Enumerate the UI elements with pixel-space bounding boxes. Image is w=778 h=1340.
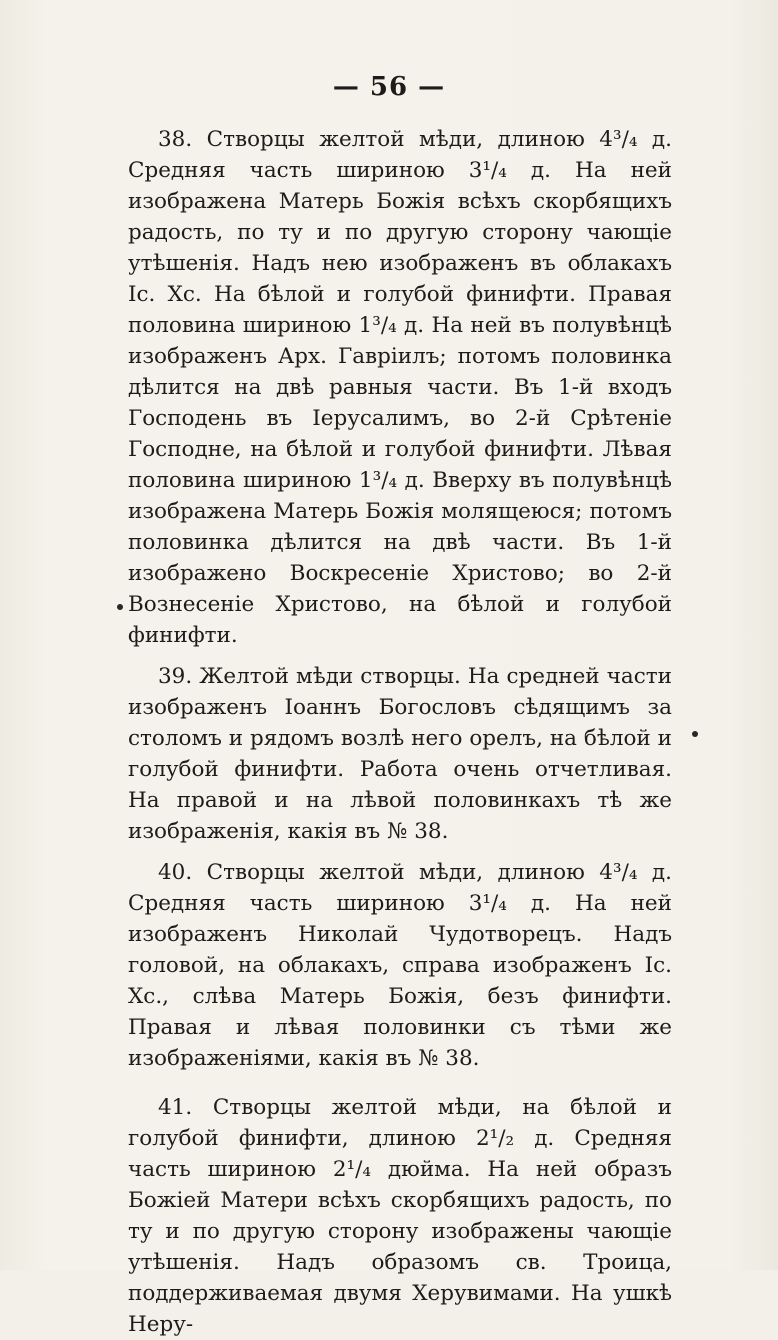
- margin-dot-left: [117, 604, 123, 610]
- catalog-entry-41: 41. Створцы желтой мѣди, на бѣлой и голубой финифти, длиною 2¹/₂ д. Средняя часть шириною 2¹/₄ дюйма. На ней образъ Божіей Матери всѣхъ скорбящихъ радость, по ту и по другую сторону изображены чающіе утѣшенія. Надъ образомъ св. Троица, поддерживаемая двумя Херувимами. На ушкѣ Неру-: [128, 1095, 672, 1337]
- catalog-entry-39: 39. Желтой мѣди створцы. На средней части изображенъ Іоаннъ Богословъ сѣдящимъ за столомъ и рядомъ возлѣ него орелъ, на бѣлой и голубой финифти. Работа очень отчетливая. На правой и на лѣвой половинкахъ тѣ же изображенія, какія въ № 38.: [128, 664, 672, 844]
- page-number: — 56 —: [332, 72, 446, 102]
- margin-dot-right: [692, 731, 698, 737]
- catalog-text: [128, 124, 672, 1340]
- catalog-entry-40: 40. Створцы желтой мѣди, длиною 4³/₄ д. Средняя часть шириною 3¹/₄ д. На ней изображенъ Николай Чудотворецъ. Надъ головой, на облакахъ, справа изображенъ Іс. Хс., слѣва Матерь Божія, безъ финифти. Правая и лѣвая половинки съ тѣми же изображеніями, какія въ № 38.: [128, 860, 672, 1071]
- catalog-entry-38: 38. Створцы желтой мѣди, длиною 4³/₄ д. Средняя часть шириною 3¹/₄ д. На ней изображена Матерь Божія всѣхъ скорбящихъ радость, по ту и по другую сторону чающіе утѣшенія. Надъ нею изображенъ въ облакахъ Іс. Хс. На бѣлой и голубой финифти. Правая половина шириною 1³/₄ д. На ней въ полувѣнцѣ изображенъ Арх. Гавріилъ; потомъ половинка дѣлится на двѣ равныя части. Въ 1-й входъ Господень въ Іерусалимъ, во 2-й Срѣтеніе Господне, на бѣлой и голубой финифти. Лѣвая половина шириною 1³/₄ д. Вверху въ полувѣнцѣ изображена Матерь Божія молящеюся; потомъ половинка дѣлится на двѣ части. Въ 1-й изображено Воскресеніе Христово; во 2-й Вознесеніе Христово, на бѣлой и голубой финифти.: [128, 127, 672, 648]
